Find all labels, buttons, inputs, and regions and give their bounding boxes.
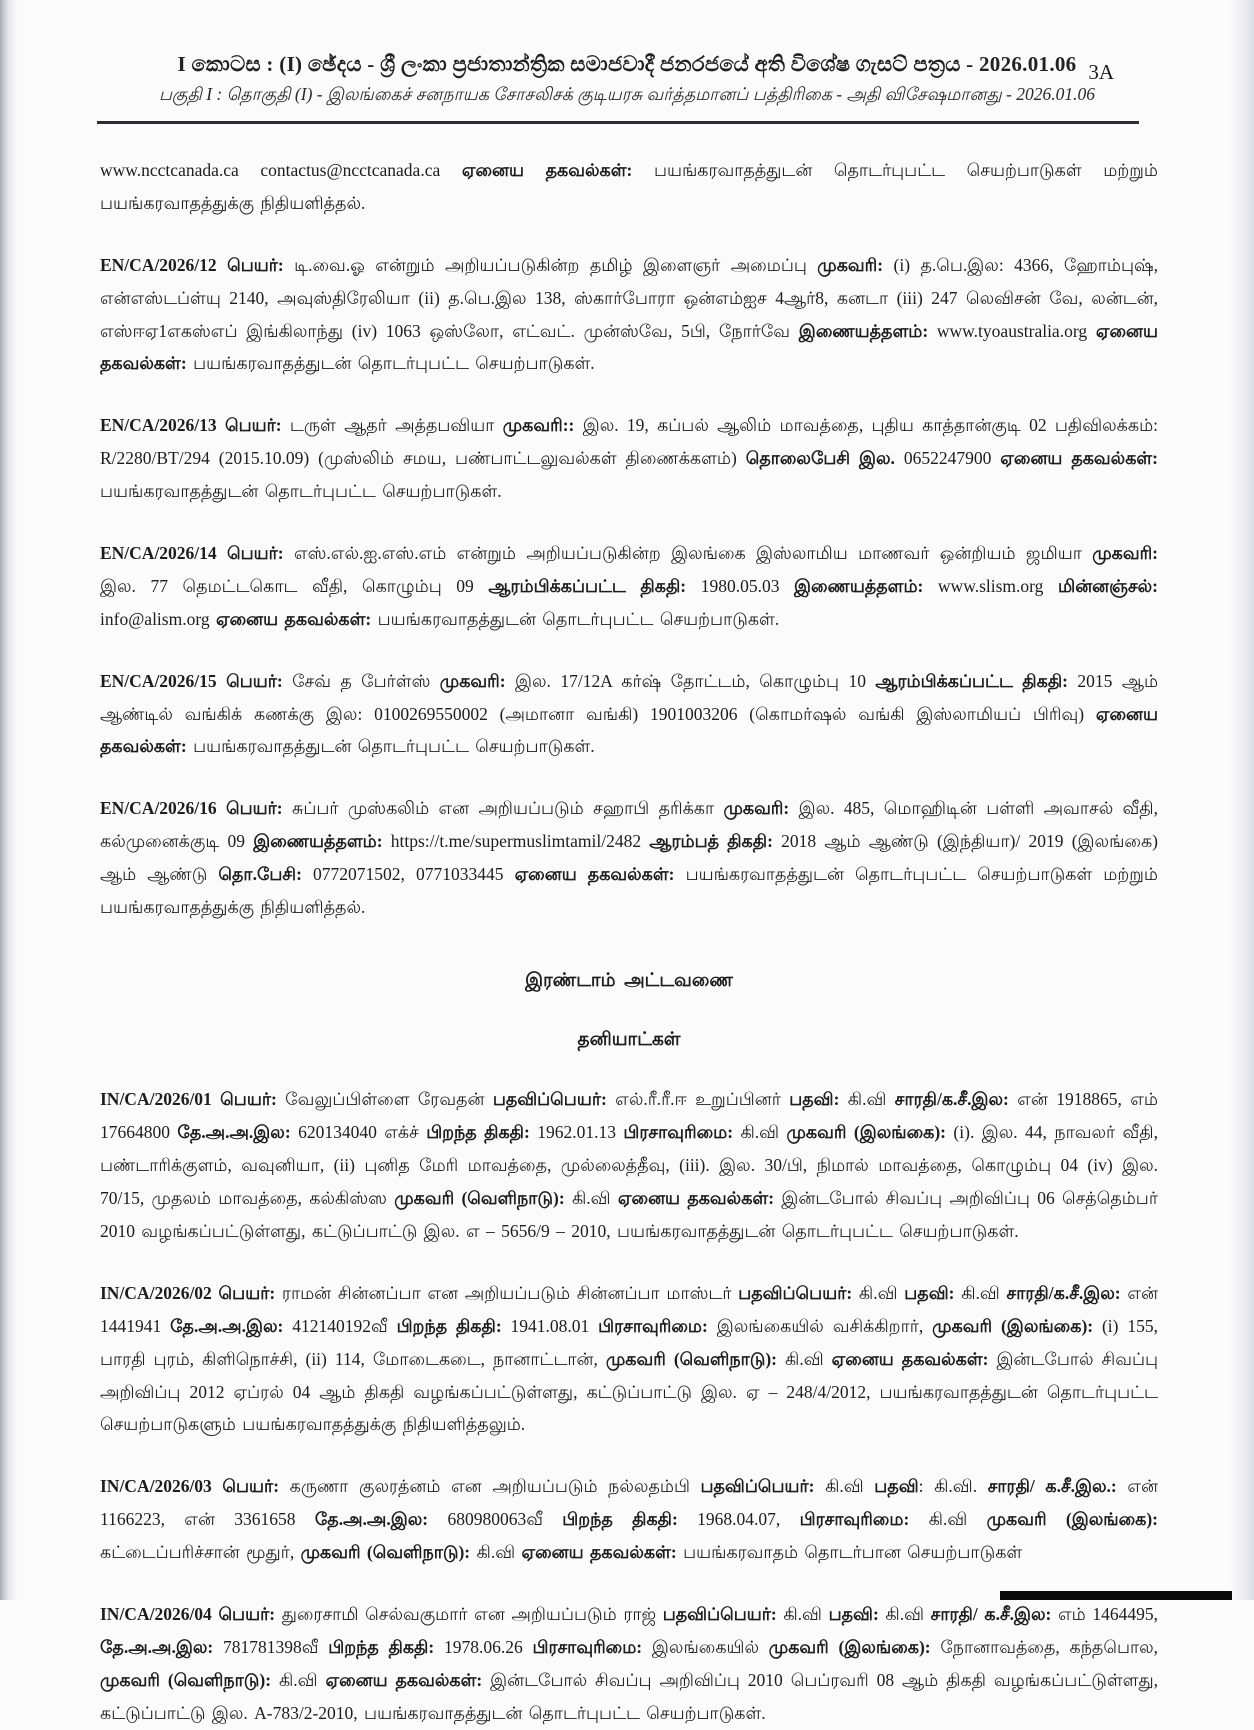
field-value: சேவ் த பேர்ள்ஸ் bbox=[292, 670, 440, 691]
field-label: முகவரி (இலங்கை): bbox=[932, 1315, 1102, 1336]
field-value: www.tyoaustralia.org bbox=[936, 320, 1096, 341]
section-title-second-schedule: இரண்டாம் அட்டவணை bbox=[525, 970, 733, 991]
field-value: 412140192வீ bbox=[292, 1315, 397, 1336]
field-label: EN/CA/2026/15 பெயர்: bbox=[100, 670, 293, 691]
field-value: பயங்கரவாதத்துடன் தொடர்புபட்ட செயற்பாடுகள் மற்றும் பயங்கரவாதத்துக்கு நிதியளித்தல். bbox=[100, 864, 1158, 918]
field-value: 2018 ஆம் ஆண்டு (இந்தியா)/ 2019 (இலங்கை) ஆம் ஆண்டு bbox=[100, 831, 1158, 885]
field-label: EN/CA/2026/13 பெயர்: bbox=[100, 415, 290, 436]
field-value: www.ncctcanada.ca contactus@ncctcanada.ca bbox=[100, 160, 462, 180]
field-value: (i). இல. 44, நாவலர் வீதி, பண்டாரிக்குளம், வவுனியா, (ii) புனித மேரி மாவத்தை, முல்லைத்தீவு, (iii). இல. 30/பி, நிமால் மாவத்தை, கொழும்பு 04 (iv) இல. 70/15, முதலம் மாவத்தை, கல்கிஸ்ஸ bbox=[100, 1122, 1159, 1209]
field-value: இலங்கையில் bbox=[651, 1636, 769, 1657]
field-value: 1980.05.03 bbox=[700, 575, 794, 596]
field-value: கி.வி bbox=[825, 1476, 875, 1497]
field-label: EN/CA/2026/16 பெயர்: bbox=[100, 798, 292, 819]
field-label: பதவிப்பெயர்: bbox=[738, 1282, 859, 1303]
field-label: தொலைபேசி இல. bbox=[745, 448, 904, 469]
field-value: இலங்கையில் வசிக்கிறார், bbox=[716, 1315, 933, 1336]
field-label: ஆரம்பத் திகதி: bbox=[649, 831, 782, 852]
gazette-body bbox=[100, 154, 1158, 1730]
field-label: பதவி: bbox=[828, 1604, 886, 1625]
header-rule bbox=[97, 121, 1139, 124]
field-label: பதவிப்பெயர்: bbox=[492, 1089, 616, 1110]
field-value: வேலுப்பிள்ளை ரேவதன் bbox=[285, 1089, 493, 1110]
field-label: இணையத்தளம்: bbox=[253, 831, 391, 852]
field-value: பயங்கரவாதத்துடன் தொடர்புபட்ட செயற்பாடுகள். bbox=[193, 736, 595, 757]
field-value: 680980063வீ bbox=[447, 1509, 563, 1530]
field-label: தே.அ.அ.இல: bbox=[100, 1636, 223, 1657]
field-label: EN/CA/2026/12 பெயர்: bbox=[100, 254, 295, 275]
field-value: பயங்கரவாதத்துடன் தொடர்புபட்ட செயற்பாடுகள். bbox=[100, 481, 502, 502]
field-label: பதவி: bbox=[789, 1089, 848, 1110]
page-number: 3A bbox=[1088, 60, 1114, 84]
field-value: 1968.04.07, bbox=[697, 1509, 800, 1530]
field-value: 781781398வீ bbox=[222, 1636, 329, 1657]
field-label: ஏனைய தகவல்கள்: bbox=[1000, 448, 1159, 469]
field-value: எம் 1464495, bbox=[1058, 1604, 1159, 1625]
field-value: இன்டபோல் சிவப்பு அறிவிப்பு 2012 ஏப்ரல் 04 ஆம் திகதி வழங்கப்பட்டுள்ளது, கட்டுப்பாட்டு இல. ஏ – 248/4/2012, பயங்கரவாதத்துடன் தொடர்புபட்ட செயற்பாடுகளும் பயங்கரவாதத்துக்கு நிதியளித்தலும். bbox=[100, 1348, 1158, 1435]
field-label: பிரசாவுரிமை: bbox=[623, 1122, 741, 1143]
field-value: 0652247900 bbox=[903, 448, 1001, 469]
field-value: கி.வி bbox=[476, 1542, 522, 1563]
field-label: முகவரி (இலங்கை): bbox=[768, 1636, 941, 1657]
field-value: பயங்கரவாதத்துடன் தொடர்புபட்ட செயற்பாடுகள். bbox=[193, 353, 595, 374]
field-value: https://t.me/supermuslimtamil/2482 bbox=[390, 831, 650, 852]
field-value: (i) த.பெ.இல: 4366, ஹோம்புஷ், என்எஸ்டப்ள்யு 2140, அவுஸ்திரேலியா (ii) த.பெ.இல 138, ஸ்கார்போரா ஒன்எம்ஐச 4ஆர்8, கனடா (iii) 247 லெவிசன் வே, லன்டன், எஸ்ஈஏ1எகஸ்எப் இங்கிலாந்து (iv) 1063 ஒஸ்லோ, எட்வட். முன்ஸ்வே, 5பி, நோர்வே bbox=[100, 254, 1158, 341]
scan-edge-left-shadow bbox=[0, 0, 18, 1600]
field-label: பிறந்த திகதி: bbox=[426, 1122, 538, 1143]
header-title-tamil: பகுதி I : தொகுதி (I) - இலங்கைச் சனநாயக சோசலிசக் குடியரசு வர்த்தமானப் பத்திரிகை - அதி விசேஷமானது - 2026.01.06 bbox=[159, 84, 1095, 104]
field-label: முகவரி:: bbox=[502, 415, 583, 436]
field-value: பயங்கரவாதத்துடன் தொடர்புபட்ட செயற்பாடுகள். bbox=[377, 608, 780, 629]
entry-EN-CA-2026-16 bbox=[100, 792, 1158, 924]
field-label: ஆரம்பிக்கப்பட்ட திகதி: bbox=[488, 575, 701, 596]
field-label: முகவரி (வெளிநாடு): bbox=[300, 1542, 477, 1563]
scan-edge-right-shadow bbox=[1230, 0, 1254, 1600]
field-value: இல. 485, மொஹிடின் பள்ளி அவாசல் வீதி, கல்முனைக்குடி 09 bbox=[100, 798, 1159, 852]
field-value: கி.வி bbox=[785, 1348, 832, 1369]
field-label: பதவி bbox=[874, 1476, 919, 1497]
field-label: முகவரி (வெளிநாடு): bbox=[100, 1669, 279, 1690]
field-label: EN/CA/2026/14 பெயர்: bbox=[100, 543, 294, 564]
field-value: கி.வி bbox=[847, 1089, 895, 1110]
field-label: ஏனைய தகவல்கள்: bbox=[100, 320, 1158, 374]
field-value: www.slism.org bbox=[937, 575, 1058, 596]
field-label: பிரசாவுரிமை: bbox=[799, 1509, 929, 1530]
field-value: பயங்கரவாதம் தொடர்பான செயற்பாடுகள் bbox=[683, 1542, 1023, 1563]
field-label: IN/CA/2026/04 பெயர்: bbox=[100, 1604, 282, 1625]
field-label: ஏனைய தகவல்கள்: bbox=[617, 1188, 782, 1209]
entry-IN-CA-2026-03 bbox=[100, 1470, 1158, 1569]
field-label: ஏனைய தகவல்கள்: bbox=[215, 608, 378, 629]
field-label: IN/CA/2026/03 பெயர்: bbox=[100, 1476, 290, 1497]
field-label: தே.அ.அ.இல: bbox=[314, 1509, 448, 1530]
field-label: முகவரி: bbox=[439, 670, 515, 691]
field-value: : கி.வி. bbox=[918, 1476, 988, 1497]
field-value: 620134040 எக்ச் bbox=[298, 1122, 427, 1143]
field-label: முகவரி (இலங்கை): bbox=[786, 1122, 954, 1143]
field-value: டருள் ஆதர் அத்தபவியா bbox=[289, 415, 503, 436]
field-label: மின்னஞ்சல்: bbox=[1057, 575, 1158, 596]
field-label: ஏனைய தகவல்கள்: bbox=[831, 1348, 997, 1369]
field-value: 1941.08.01 bbox=[510, 1315, 599, 1336]
field-label: முகவரி: bbox=[1092, 543, 1159, 564]
field-label: பதவிப்பெயர்: bbox=[700, 1476, 826, 1497]
field-label: IN/CA/2026/02 பெயர்: bbox=[100, 1282, 282, 1303]
field-value: 1978.06.26 bbox=[443, 1636, 533, 1657]
field-value: கி.வி bbox=[571, 1188, 618, 1209]
field-label: பிறந்த திகதி: bbox=[328, 1636, 444, 1657]
field-label: பிறந்த திகதி: bbox=[396, 1315, 511, 1336]
field-label: ஏனைய தகவல்கள்: bbox=[325, 1669, 491, 1690]
entry-continuation-paragraph bbox=[100, 154, 1158, 220]
field-value: கருணா குலரத்னம் என அறியப்படும் நல்லதம்பி bbox=[289, 1476, 701, 1497]
scan-artifact-black-bar bbox=[1000, 1591, 1232, 1600]
field-label: ஆரம்பிக்கப்பட்ட திகதி: bbox=[875, 670, 1078, 691]
field-value: இன்டபோல் சிவப்பு அறிவிப்பு 2010 பெப்ரவரி 08 ஆம் திகதி வழங்கப்பட்டுள்ளது, கட்டுப்பாட்டு இல. A-783/2-2010, பயங்கரவாதத்துடன் தொடர்புபட்ட செயற்பாடுகள். bbox=[100, 1669, 1158, 1723]
field-label: தே.அ.அ.இல: bbox=[170, 1315, 293, 1336]
field-label: முகவரி (இலங்கை): bbox=[986, 1509, 1159, 1530]
header-title-sinhala: I කොටස : (I) ඡේදය - ශ්‍රී ලංකා ප්‍රජාතාන්ත්‍රික සමාජවාදී ජනරජයේ අති විශේෂ ගැසට් පත්‍රය - 2026.01.06 bbox=[177, 52, 1077, 76]
field-label: சாரதி/ க.சீ.இல.: bbox=[987, 1476, 1128, 1497]
field-label: ஏனைய தகவல்கள்: bbox=[514, 864, 686, 885]
field-label: இணையத்தளம்: bbox=[798, 320, 937, 341]
field-label: சாரதி/க.சீ.இல: bbox=[894, 1089, 1018, 1110]
field-value: கி.வி bbox=[858, 1282, 905, 1303]
field-label: சாரதி/க.சீ.இல: bbox=[1006, 1282, 1128, 1303]
field-label: ஏனைய தகவல்கள்: bbox=[100, 703, 1158, 757]
field-value: என் 1918865, எம் 17664800 bbox=[100, 1089, 1158, 1143]
field-label: ஏனைய தகவல்கள்: bbox=[521, 1542, 684, 1563]
field-label: முகவரி (வெளிநாடு): bbox=[605, 1348, 786, 1369]
field-value: இன்டபோல் சிவப்பு அறிவிப்பு 06 செத்தெம்பர் 2010 வழங்கப்பட்டுள்ளது, கட்டுப்பாட்டு இல. எ – 5656/9 – 2010, பயங்கரவாதத்துடன் தொடர்புபட்ட செயற்பாடுகள். bbox=[100, 1188, 1158, 1242]
field-value: 2015 ஆம் ஆண்டில் வங்கிக் கணக்கு இல: 0100269550002 (அமானா வங்கி) 1901003206 (கொமர்ஷல் வங்கி இஸ்லாமியப் பிரிவு) bbox=[100, 670, 1159, 724]
field-label: தே.அ.அ.இல: bbox=[177, 1122, 299, 1143]
field-value: இல. 77 தெமட்டகொட வீதி, கொழும்பு 09 bbox=[100, 575, 489, 596]
field-label: இணையத்தளம்: bbox=[794, 575, 938, 596]
field-value: இல. 17/12A கர்ஷ் தோட்டம், கொழும்பு 10 bbox=[515, 670, 876, 691]
gazette-header bbox=[0, 0, 1254, 124]
field-value: 0772071502, 0771033445 bbox=[313, 864, 515, 885]
field-value: துரைசாமி செல்வகுமார் என அறியப்படும் ராஜ் bbox=[281, 1604, 663, 1625]
field-value: 1962.01.13 bbox=[537, 1122, 624, 1143]
field-label: பிரசாவுரிமை: bbox=[532, 1636, 652, 1657]
entry-EN-CA-2026-15 bbox=[100, 665, 1158, 764]
field-value: ராமன் சின்னப்பா என அறியப்படும் சின்னப்பா மாஸ்டர் bbox=[281, 1282, 739, 1303]
field-value: பயங்கரவாதத்துடன் தொடர்புபட்ட செயற்பாடுகள் மற்றும் பயங்கரவாதத்துக்கு நிதியளித்தல். bbox=[100, 160, 1158, 213]
field-value: கி.வி bbox=[928, 1509, 987, 1530]
field-value: எஸ்.எல்.ஐ.எஸ்.எம் என்றும் அறியப்படுகின்ற இலங்கை இஸ்லாமிய மாணவர் ஒன்றியம் ஜமியா bbox=[293, 543, 1093, 564]
field-label: முகவரி (வெளிநாடு): bbox=[394, 1188, 572, 1209]
field-value: என் 1441941 bbox=[100, 1282, 1158, 1336]
entry-EN-CA-2026-13 bbox=[100, 409, 1158, 508]
field-value: என் 1166223, என் 3361658 bbox=[100, 1476, 1158, 1530]
field-label: தொ.பேசி: bbox=[218, 864, 314, 885]
section-subtitle-individuals: தனியாட்கள் bbox=[577, 1029, 681, 1050]
field-value: இல. 19, கப்பல் ஆலிம் மாவத்தை, புதிய காத்தான்குடி 02 பதிவிலக்கம்: R/2280/BT/294 (2015.10.09) (முஸ்லிம் சமய, பண்பாட்டலுவல்கள் திணைக்களம்) bbox=[100, 415, 1159, 469]
field-label: பதவிப்பெயர்: bbox=[662, 1604, 784, 1625]
entry-EN-CA-2026-12 bbox=[100, 249, 1158, 381]
field-value: கி.வி bbox=[885, 1604, 931, 1625]
entry-IN-CA-2026-01 bbox=[100, 1083, 1158, 1247]
field-value: (i) 155, பாரதி புரம், கிளிநொச்சி, (ii) 114, மோடைகடை, நானாட்டான், bbox=[100, 1315, 1158, 1369]
field-label: IN/CA/2026/01 பெயர்: bbox=[100, 1089, 286, 1110]
field-label: ஏனைய தகவல்கள்: bbox=[461, 160, 654, 180]
field-value: சுப்பர் முஸ்கலிம் என அறியப்படும் சஹாபி தரிக்கா bbox=[291, 798, 724, 819]
entry-IN-CA-2026-04 bbox=[100, 1598, 1158, 1730]
field-label: பதவி: bbox=[904, 1282, 962, 1303]
field-value: கி.வி bbox=[783, 1604, 829, 1625]
field-value: எல்.ரீ.ரீ.ஈ உறுப்பினர் bbox=[615, 1089, 790, 1110]
field-value: நோனாவத்தை, கந்தபொல, bbox=[940, 1636, 1159, 1657]
field-label: முகவரி: bbox=[817, 254, 894, 275]
entry-IN-CA-2026-02 bbox=[100, 1277, 1158, 1441]
field-value: கி.வி bbox=[740, 1122, 787, 1143]
field-value: கி.வி bbox=[278, 1669, 326, 1690]
field-label: முகவரி: bbox=[723, 798, 799, 819]
field-value: info@alism.org bbox=[100, 608, 216, 629]
field-label: சாரதி/ க.சீ.இல: bbox=[930, 1604, 1059, 1625]
field-value: கி.வி bbox=[961, 1282, 1007, 1303]
field-label: பிறந்த திகதி: bbox=[562, 1509, 698, 1530]
field-value: டி.வை.ஓ என்றும் அறியப்படுகின்ற தமிழ் இளைஞர் அமைப்பு bbox=[294, 254, 818, 275]
field-label: பிரசாவுரிமை: bbox=[598, 1315, 717, 1336]
entry-EN-CA-2026-14 bbox=[100, 537, 1158, 636]
field-value: கட்டைப்பரிச்சான் மூதுர், bbox=[100, 1542, 301, 1563]
